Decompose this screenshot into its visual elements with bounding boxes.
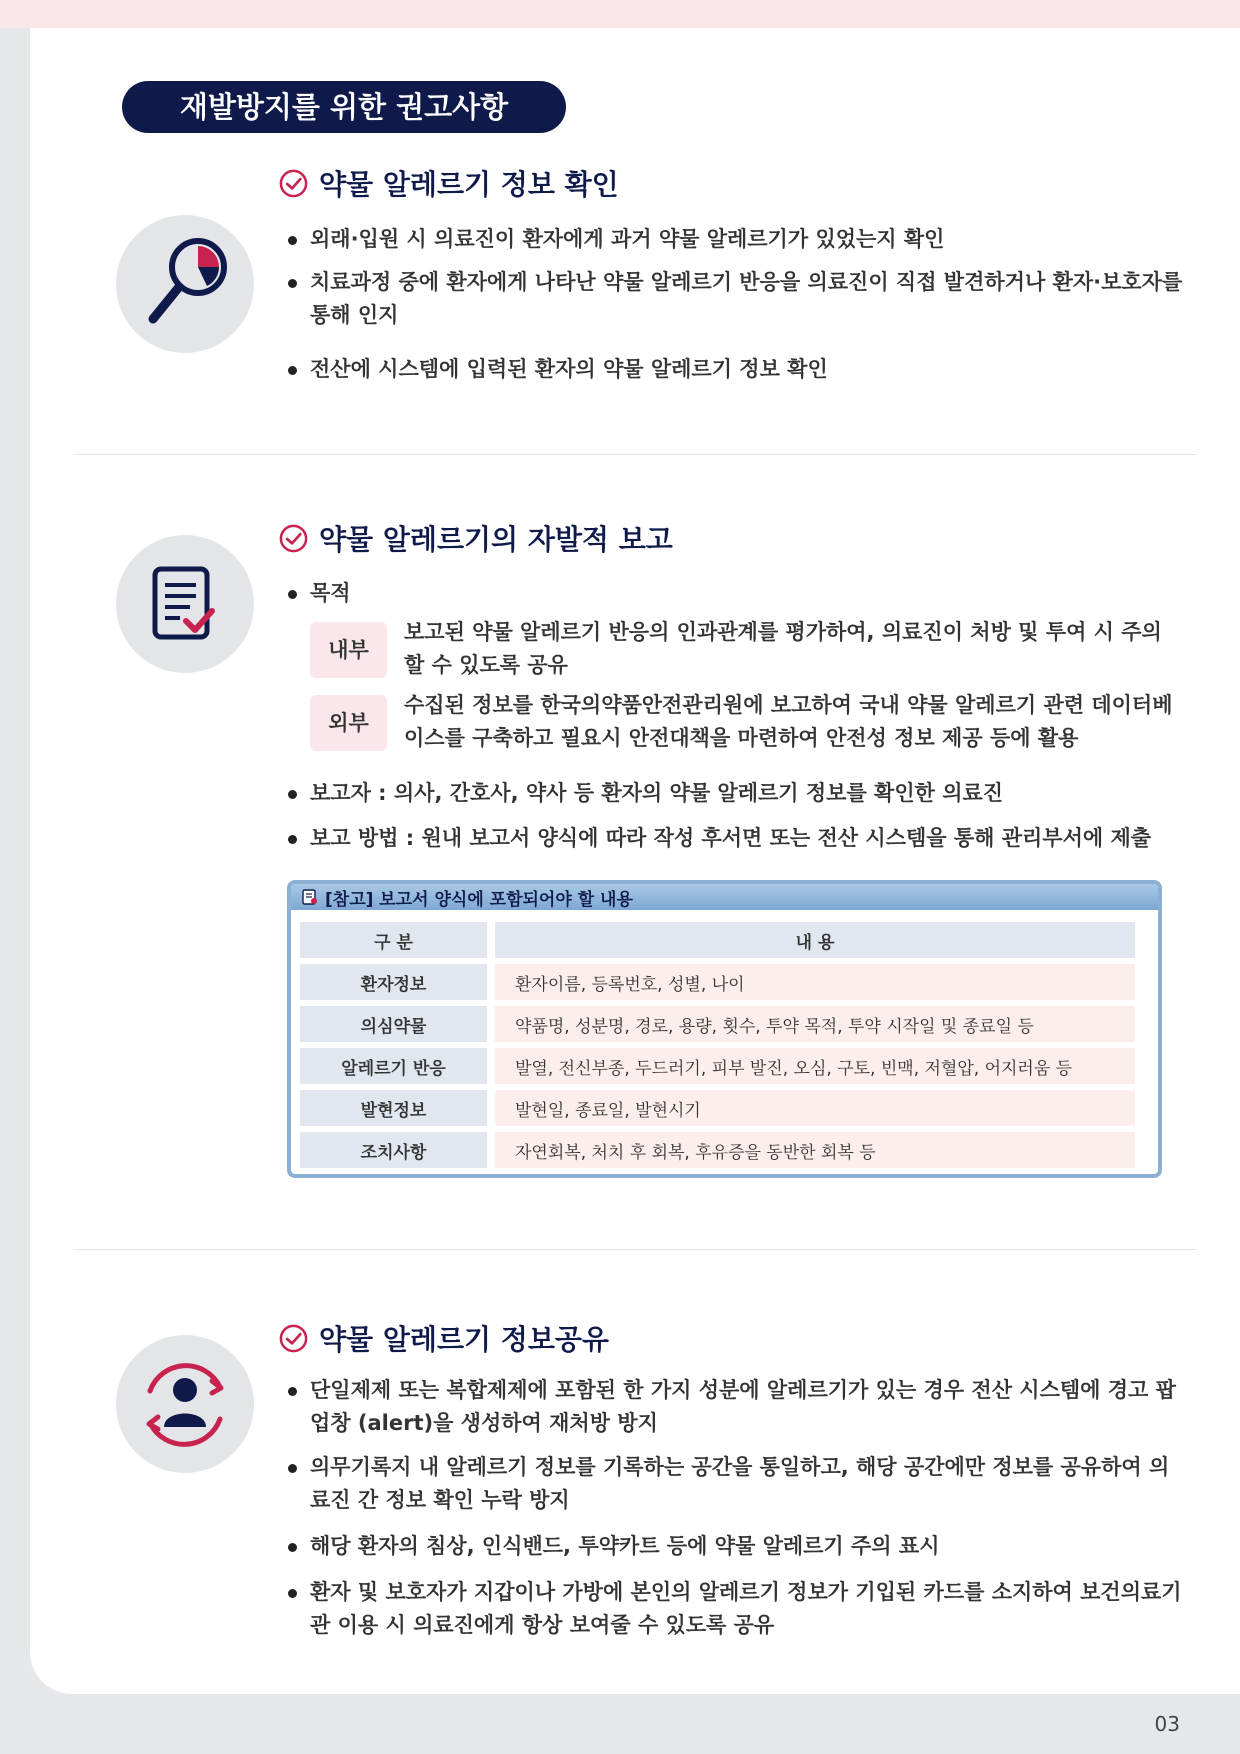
section1-bullets [286, 353, 1186, 386]
reference-table [292, 916, 1143, 1174]
magnifier-chart-icon [116, 215, 254, 353]
table-row [300, 1048, 1135, 1084]
section2-method [286, 822, 1186, 855]
table-cell-content: 약품명, 성분명, 경로, 용량, 횟수, 투약 목적, 투약 시작일 및 종료일 등 [495, 1006, 1135, 1042]
person-share-icon [116, 1335, 254, 1473]
check-circle-icon [278, 523, 309, 554]
external-text: 수집된 정보를 한국의약품안전관리원에 보고하여 국내 약물 알레르기 관련 데이터베이스를 구축하고 필요시 안전대책을 마련하여 안전성 정보 제공 등에 활용 [404, 693, 1173, 750]
internal-tag: 내부 [310, 622, 387, 678]
table-cell-content: 발현일, 종료일, 발현시기 [495, 1090, 1135, 1126]
section3-bullets [286, 1451, 1186, 1517]
page-number: 03 [1154, 1712, 1180, 1736]
section1-bullets [286, 266, 1186, 332]
top-color-band [0, 0, 1240, 28]
purpose-label: 목적 [286, 577, 1186, 610]
section2-title [278, 518, 673, 558]
section-divider [74, 1249, 1196, 1250]
list-item: 단일제제 또는 복합제제에 포함된 한 가지 성분에 알레르기가 있는 경우 전산 시스템에 경고 팝업창 (alert)을 생성하여 재처방 방지 [286, 1374, 1186, 1440]
section3-bullets [286, 1530, 1186, 1563]
section3-title-text: 약물 알레르기 정보공유 [319, 1323, 609, 1356]
list-item: 전산에 시스템에 입력된 환자의 약물 알레르기 정보 확인 [286, 353, 1186, 386]
reference-box [287, 880, 1162, 1178]
table-cell-category: 발현정보 [300, 1090, 487, 1126]
section-divider [74, 454, 1196, 455]
section1-title [278, 163, 619, 203]
list-item: 환자 및 보호자가 지갑이나 가방에 본인의 알레르기 정보가 기입된 카드를 소지하여 보건의료기관 이용 시 의료진에게 항상 보여줄 수 있도록 공유 [286, 1576, 1186, 1642]
section2-purpose [286, 577, 1186, 610]
document-check-icon [116, 535, 254, 673]
list-item: 치료과정 중에 환자에게 나타난 약물 알레르기 반응을 의료진이 직접 발견하거나 환자·보호자를 통해 인지 [286, 266, 1186, 332]
external-tag: 외부 [310, 695, 387, 751]
table-row [300, 964, 1135, 1000]
check-circle-icon [278, 1323, 309, 1354]
report-form-icon [301, 888, 319, 906]
section1-title-text: 약물 알레르기 정보 확인 [319, 168, 619, 201]
table-cell-content: 발열, 전신부종, 두드러기, 피부 발진, 오심, 구토, 빈맥, 저혈압, 어지러움 등 [495, 1048, 1135, 1084]
table-row [300, 1090, 1135, 1126]
table-cell-content: 자연회복, 처치 후 회복, 후유증을 동반한 회복 등 [495, 1132, 1135, 1168]
column-header-category: 구 분 [300, 922, 487, 958]
list-item: 외래·입원 시 의료진이 환자에게 과거 약물 알레르기가 있었는지 확인 [286, 223, 1186, 256]
table-row [300, 1132, 1135, 1168]
table-row [300, 1006, 1135, 1042]
reference-header [291, 884, 1158, 910]
table-cell-category: 알레르기 반응 [300, 1048, 487, 1084]
list-item: 의무기록지 내 알레르기 정보를 기록하는 공간을 통일하고, 해당 공간에만 정보를 공유하여 의료진 간 정보 확인 누락 방지 [286, 1451, 1186, 1517]
list-item: 보고 방법 : 원내 보고서 양식에 따라 작성 후서면 또는 전산 시스템을 통해 관리부서에 제출 [286, 822, 1186, 855]
section2-title-text: 약물 알레르기의 자발적 보고 [319, 523, 673, 556]
table-cell-category: 환자정보 [300, 964, 487, 1000]
reference-title: [참고] 보고서 양식에 포함되어야 할 내용 [325, 889, 633, 910]
table-cell-category: 의심약물 [300, 1006, 487, 1042]
table-cell-category: 조치사항 [300, 1132, 487, 1168]
section3-title [278, 1318, 609, 1358]
section1-bullets [286, 223, 1186, 256]
column-header-content: 내 용 [495, 922, 1135, 958]
internal-text: 보고된 약물 알레르기 반응의 인과관계를 평가하여, 의료진이 처방 및 투여 시 주의할 수 있도록 공유 [404, 620, 1162, 677]
table-header-row [300, 922, 1135, 958]
check-circle-icon [278, 168, 309, 199]
section3-bullets [286, 1374, 1186, 1440]
section2-reporter [286, 777, 1186, 810]
list-item: 해당 환자의 침상, 인식밴드, 투약카트 등에 약물 알레르기 주의 표시 [286, 1530, 1186, 1563]
table-cell-content: 환자이름, 등록번호, 성별, 나이 [495, 964, 1135, 1000]
section3-bullets [286, 1576, 1186, 1642]
list-item: 보고자 : 의사, 간호사, 약사 등 환자의 약물 알레르기 정보를 확인한 의료진 [286, 777, 1186, 810]
page-title: 재발방지를 위한 권고사항 [122, 81, 566, 133]
